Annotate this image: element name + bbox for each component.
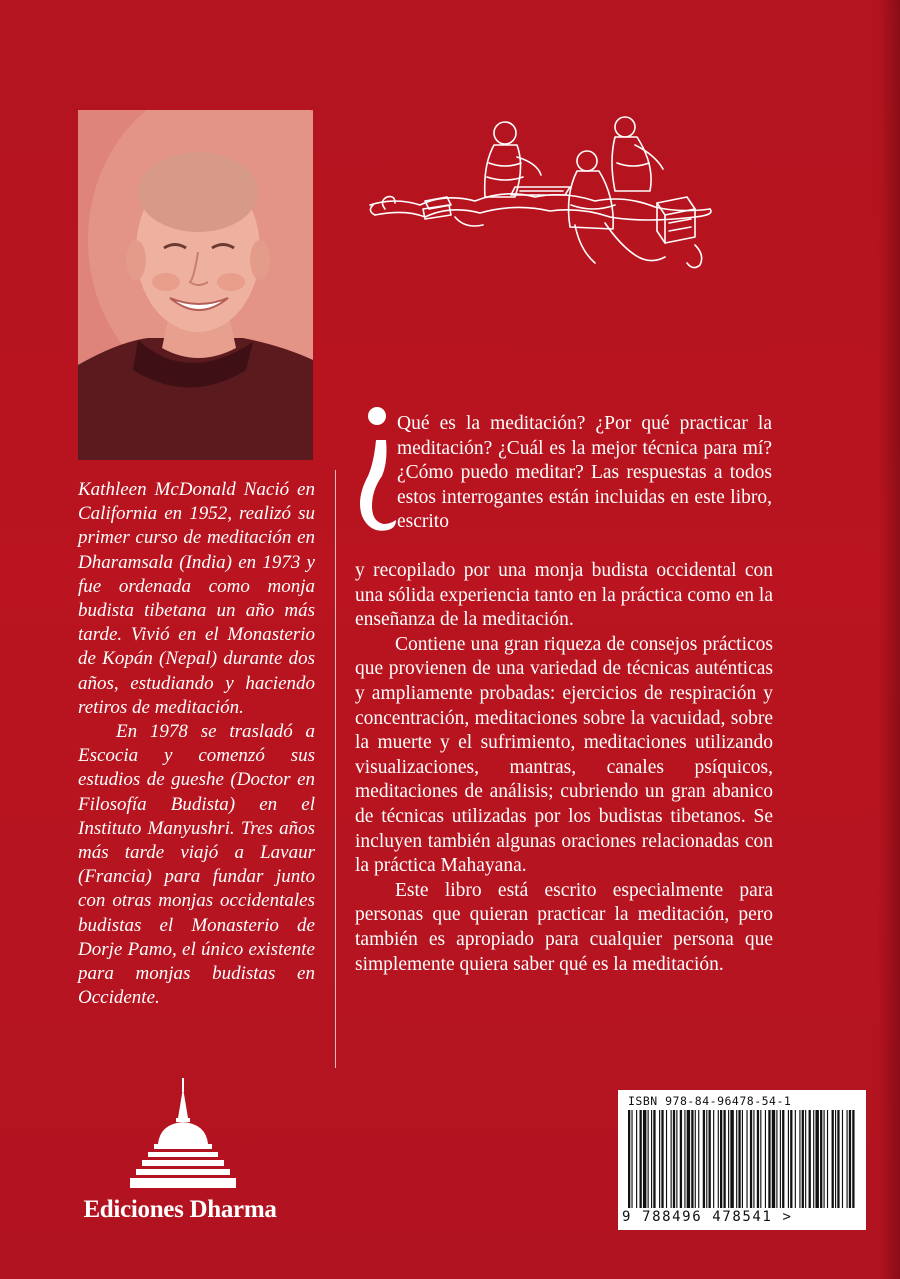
- barcode-bar: [718, 1110, 719, 1208]
- synopsis-lead-text: Qué es la meditación? ¿Por qué practicar la meditación? ¿Cuál es la mejor técnica para mí? ¿Cómo puedo meditar? Las respuestas a todos estos interrogantes están incluidas en este libro, escrito: [397, 413, 772, 533]
- barcode-bar: [746, 1110, 747, 1208]
- barcode-bar: [709, 1110, 711, 1208]
- isbn-barcode: [618, 1090, 866, 1230]
- barcode-bar: [742, 1110, 743, 1208]
- barcode-bar: [703, 1110, 705, 1208]
- barcode-bar: [849, 1110, 851, 1208]
- book-edge-shadow: [878, 0, 900, 1279]
- barcode-bar: [780, 1110, 781, 1208]
- barcode-bar: [799, 1110, 800, 1208]
- barcode-bar: [691, 1110, 693, 1208]
- barcode-bar: [651, 1110, 652, 1208]
- barcode-bar: [765, 1110, 766, 1208]
- barcode-bar: [790, 1110, 792, 1208]
- barcode-bar: [713, 1110, 714, 1208]
- barcode-bar: [757, 1110, 759, 1208]
- barcode-bar: [809, 1110, 811, 1208]
- barcode-bar: [673, 1110, 675, 1208]
- barcode-bar: [676, 1110, 677, 1208]
- monks-illustration: [365, 105, 715, 275]
- barcode-bar: [728, 1110, 729, 1208]
- synopsis-paragraph-3: Este libro está escrito especialmente para personas que quieran practicar la meditación, pero también es apropiado para cualquier persona que simplemente quiera saber qué es la meditación.: [355, 879, 773, 975]
- barcode-bar: [738, 1110, 740, 1208]
- barcode-bar: [659, 1110, 660, 1208]
- author-photo: [78, 110, 313, 460]
- barcode-bar: [631, 1110, 632, 1208]
- barcode-bar: [720, 1110, 722, 1208]
- drop-cap: [350, 400, 400, 540]
- barcode-bar: [736, 1110, 737, 1208]
- barcode-bar: [666, 1110, 667, 1208]
- bio-paragraph-1: Kathleen McDonald Nació en California en 1952, realizó su primer curso de meditación en Dharamsala (India) en 1973 y fue ordenada como monja budista tibetana un año más tarde. Vivió en el Monasterio de Kopán (Nepal) durante dos años, estudiando y haciendo retiros de meditación.: [78, 479, 315, 718]
- barcode-bar: [628, 1110, 630, 1208]
- author-bio: [78, 478, 315, 1010]
- barcode-bar: [640, 1110, 642, 1208]
- barcode-digits: 9 788496 478541 >: [622, 1209, 793, 1225]
- barcode-bar: [835, 1110, 836, 1208]
- barcode-bar: [687, 1110, 690, 1208]
- barcode-bar: [680, 1110, 682, 1208]
- barcode-bar: [842, 1110, 843, 1208]
- barcode-bar: [768, 1110, 770, 1208]
- barcode-bar: [832, 1110, 834, 1208]
- barcode-bar: [847, 1110, 848, 1208]
- barcode-bar: [760, 1110, 761, 1208]
- barcode-bar: [648, 1110, 649, 1208]
- barcode-bar: [824, 1110, 825, 1208]
- barcode-bar: [813, 1110, 814, 1208]
- barcode-bar: [653, 1110, 655, 1208]
- synopsis-lead-continued: y recopilado por una monja budista occidental con una sólida experiencia tanto en la práctica como en la enseñanza de la meditación.: [355, 560, 773, 631]
- barcode-bars: [628, 1110, 856, 1208]
- barcode-bar: [837, 1110, 839, 1208]
- stupa-icon: [128, 1078, 238, 1193]
- barcode-bar: [827, 1110, 828, 1208]
- barcode-bar: [706, 1110, 707, 1208]
- barcode-bar: [802, 1110, 804, 1208]
- publisher-name: Ediciones Dharma: [83, 1196, 277, 1223]
- barcode-bar: [820, 1110, 822, 1208]
- barcode-bar: [750, 1110, 752, 1208]
- barcode-bar: [698, 1110, 699, 1208]
- barcode-bar: [636, 1110, 637, 1208]
- barcode-bar: [805, 1110, 806, 1208]
- column-divider: [335, 470, 336, 1068]
- barcode-bar: [815, 1110, 818, 1208]
- barcode-bar: [723, 1110, 725, 1208]
- barcode-bar: [730, 1110, 733, 1208]
- barcode-bar: [782, 1110, 784, 1208]
- barcode-bar: [772, 1110, 775, 1208]
- barcode-bar: [753, 1110, 754, 1208]
- synopsis-paragraph-2: Contiene una gran riqueza de consejos prácticos que provienen de una variedad de técnicas auténticas y ampliamente probadas: ejercicios de respiración y concentración, meditaciones sobre la vacuidad, sobre la muerte y el sufrimiento, meditaciones utilizando visualizaciones, mantras, canales psíquicos, meditaciones de análisis; cubriendo un gran abanico de técnicas utilizadas por los budistas tibetanos. Se incluyen también algunas oraciones relacionadas con la práctica Mahayana.: [355, 633, 773, 877]
- isbn-label: ISBN 978-84-96478-54-1: [628, 1094, 792, 1108]
- barcode-bar: [788, 1110, 789, 1208]
- barcode-bar: [643, 1110, 646, 1208]
- barcode-bar: [776, 1110, 777, 1208]
- barcode-bar: [695, 1110, 696, 1208]
- synopsis-body: [355, 559, 773, 977]
- barcode-bar: [852, 1110, 854, 1208]
- barcode-bar: [795, 1110, 796, 1208]
- barcode-bar: [671, 1110, 672, 1208]
- barcode-bar: [661, 1110, 663, 1208]
- bio-paragraph-2: En 1978 se trasladó a Escocia y comenzó sus estudios de gueshe (Doctor en Filosofía Budista) en el Instituto Manyushri. Tres años más tarde viajó a Lavaur (Francia) para fundar junto con otras monjas occidentales budistas el Monasterio de Dorje Pamo, el único existente para monjas budistas en Occidente.: [78, 721, 315, 1009]
- synopsis-lead: [397, 412, 772, 535]
- barcode-bar: [684, 1110, 685, 1208]
